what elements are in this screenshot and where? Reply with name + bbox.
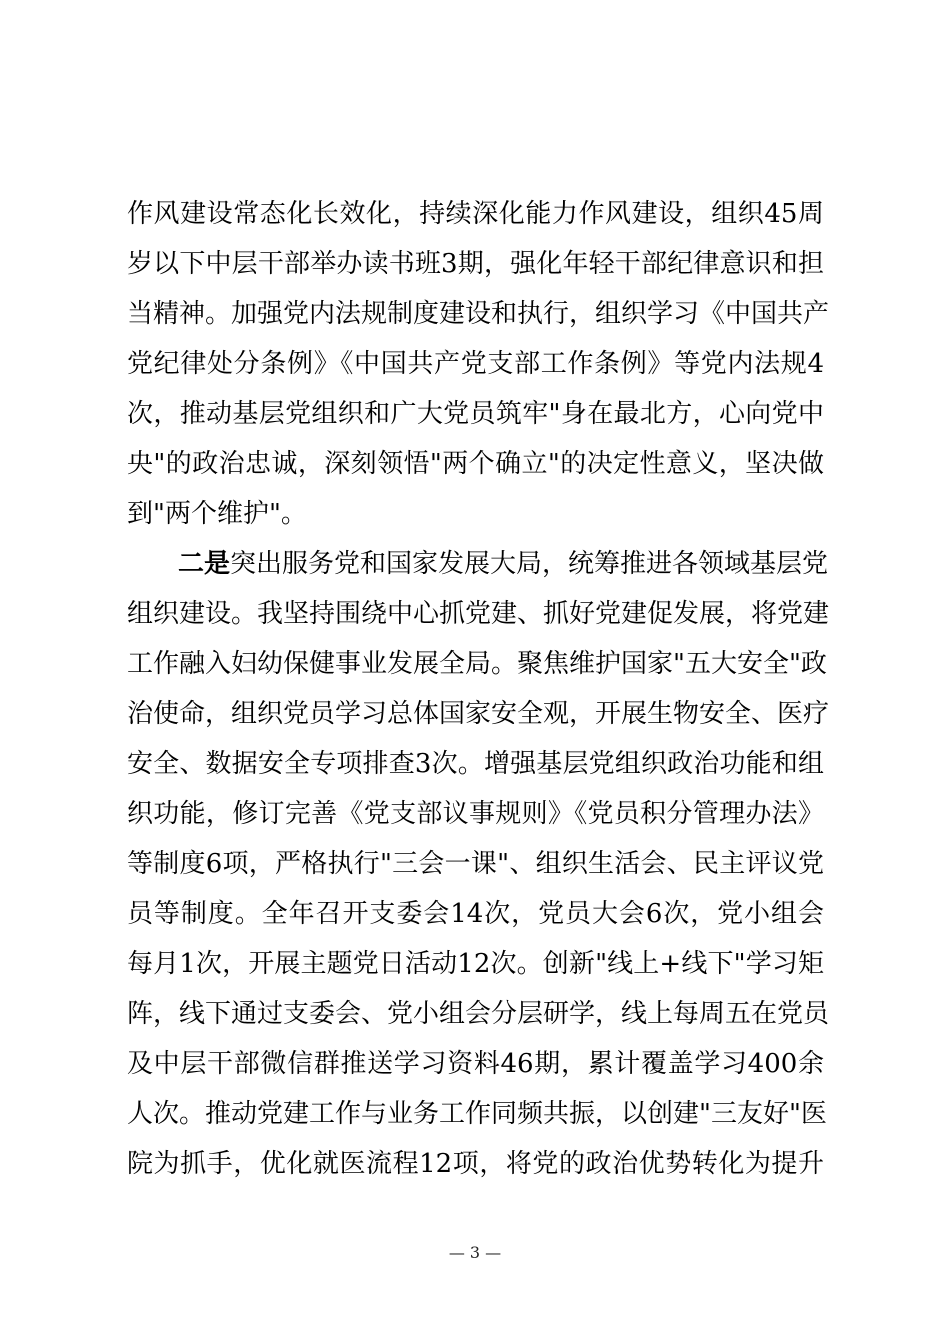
text-line: 岁以下中层干部举办读书班3期，强化年轻干部纪律意识和担 [127,249,824,279]
text-line: 人次。推动党建工作与业务工作同频共振，以创建"三友好"医 [127,1099,827,1129]
text-line: 等制度6项，严格执行"三会一课"、组织生活会、民主评议党 [127,849,824,879]
text-line: 作风建设常态化长效化，持续深化能力作风建设，组织45周 [127,199,824,229]
text-line: 阵，线下通过支委会、党小组会分层研学，线上每周五在党员 [127,999,830,1029]
text-line: 及中层干部微信群推送学习资料46期，累计覆盖学习400余 [127,1049,824,1079]
text-line: 安全、数据安全专项排查3次。增强基层党组织政治功能和组 [127,749,824,779]
text-line: 央"的政治忠诚，深刻领悟"两个确立"的决定性意义，坚决做 [127,449,824,479]
text-segment: 突出服务党和国家发展大局，统筹推进各领域基层党 [230,549,829,579]
text-line: 每月1次，开展主题党日活动12次。创新"线上+线下"学习矩 [127,949,824,979]
text-line: 党纪律处分条例》《中国共产党支部工作条例》等党内法规4 [127,349,824,379]
text-line: 次，推动基层党组织和广大党员筑牢"身在最北方，心向党中 [127,399,824,429]
text-line: 员等制度。全年召开支委会14次，党员大会6次，党小组会 [127,899,824,929]
page-number: — 3 — [448,1243,502,1262]
text-line: 组织建设。我坚持围绕中心抓党建、抓好党建促发展，将党建 [127,599,830,629]
text-line: 工作融入妇幼保健事业发展全局。聚焦维护国家"五大安全"政 [127,649,827,679]
text-line: 到"两个维护"。 [127,499,307,529]
paragraph-lead: 二是 [178,549,231,579]
paragraph-first-line [178,544,829,584]
text-line: 当精神。加强党内法规制度建设和执行，组织学习《中国共产 [127,299,830,329]
text-line: 织功能，修订完善《党支部议事规则》《党员积分管理办法》 [127,799,824,829]
text-line: 治使命，组织党员学习总体国家安全观，开展生物安全、医疗 [127,699,830,729]
text-line: 院为抓手，优化就医流程12项，将党的政治优势转化为提升 [127,1149,824,1179]
